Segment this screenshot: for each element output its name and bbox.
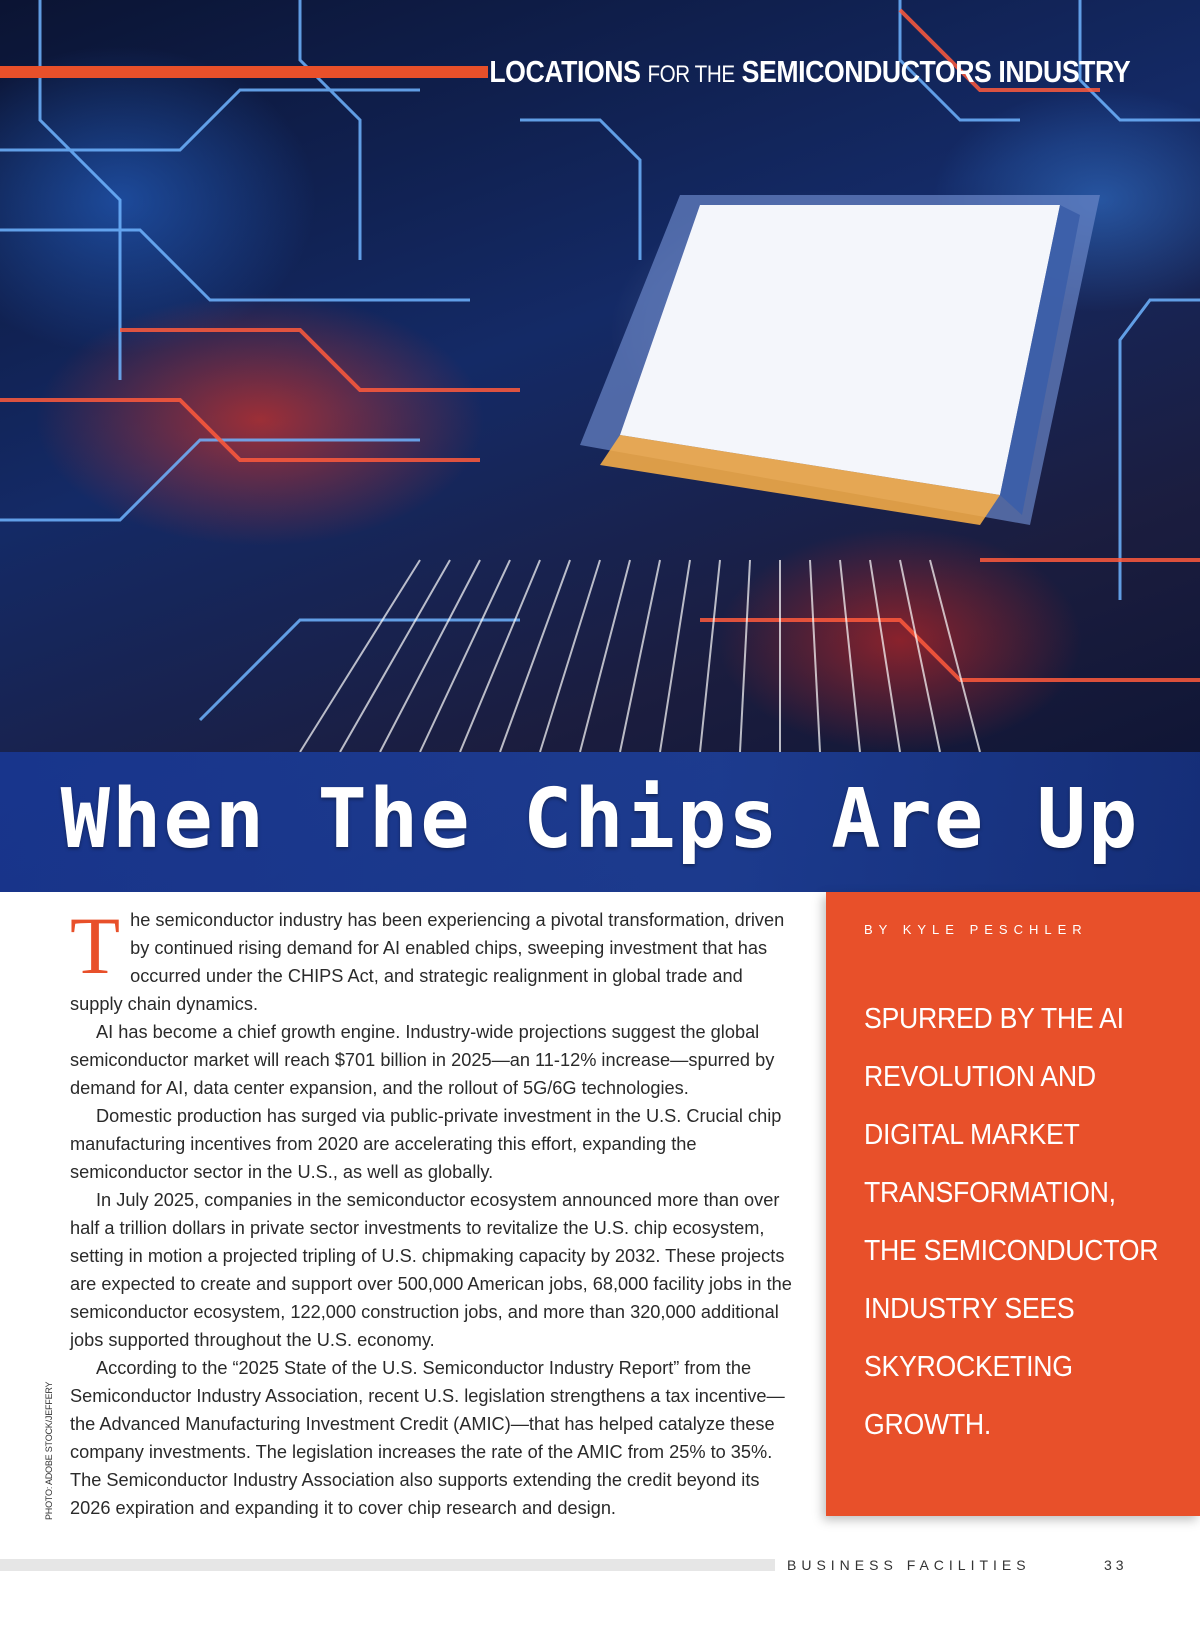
page-number: 33: [1104, 1557, 1128, 1573]
article-paragraph: [70, 900, 800, 1018]
header-accent-rule: [0, 66, 488, 78]
footer-rule: [0, 1559, 775, 1571]
section-label-part3: SEMICONDUCTORS INDUSTRY: [741, 54, 1130, 89]
byline: BY KYLE PESCHLER: [864, 922, 1088, 937]
drop-cap: T: [70, 900, 121, 991]
pull-quote: SPURRED BY THE AI REVOLUTION AND DIGITAL MARKET TRANSFORMATION, THE SEMICONDUCTOR INDUSTRY SEES SKYROCKETING GROWTH.: [864, 1003, 1159, 1441]
sidebar-panel: [826, 892, 1200, 1516]
article-body: [70, 900, 800, 1522]
paragraph-text: he semiconductor industry has been experiencing a pivotal transformation, driven by continued rising demand for AI enabled chips, sweeping investment that has occurred under the CHIPS Act, and strategic realignment in global trade and supply chain dynamics.: [70, 910, 785, 1014]
microchip-graphic: [560, 195, 1100, 525]
photo-credit: PHOTO: ADOBE STOCK/JEFFERY: [44, 1381, 54, 1520]
article-paragraph: According to the “2025 State of the U.S. Semiconductor Industry Report” from the Semiconductor Industry Association, recent U.S. legislation strengthens a tax incentive—the Advanced Manufacturing Investment Credit (AMIC)—that has helped catalyze these company investments. The legislation increases the rate of the AMIC from 25% to 35%. The Semiconductor Industry Association also supports extending the credit beyond its 2026 expiration and expanding it to cover chip research and design.: [70, 1358, 785, 1518]
section-label: [489, 54, 1130, 90]
article-paragraph: AI has become a chief growth engine. Industry-wide projections suggest the global semiconductor market will reach $701 billion in 2025—an 11-12% increase—spurred by demand for AI, data center expansion, and the rollout of 5G/6G technologies.: [70, 1022, 775, 1098]
section-label-part1: LOCATIONS: [489, 54, 641, 89]
section-label-part2: FOR THE: [647, 61, 735, 88]
article-paragraph: Domestic production has surged via public-private investment in the U.S. Crucial chip manufacturing incentives from 2020 are accelerating this effort, expanding the semiconductor sector in the U.S., as well as globally.: [70, 1106, 782, 1182]
publication-name: BUSINESS FACILITIES: [787, 1557, 1031, 1573]
article-paragraph: In July 2025, companies in the semiconductor ecosystem announced more than over half a trillion dollars in private sector investments to revitalize the U.S. chip ecosystem, setting in motion a projected tripling of U.S. chipmaking capacity by 2032. These projects are expected to create and support over 500,000 American jobs, 68,000 facility jobs in the semiconductor ecosystem, 122,000 construction jobs, and more than 320,000 additional jobs supported throughout the U.S. economy.: [70, 1190, 792, 1350]
article-title: When The Chips Are Up: [60, 772, 1140, 867]
